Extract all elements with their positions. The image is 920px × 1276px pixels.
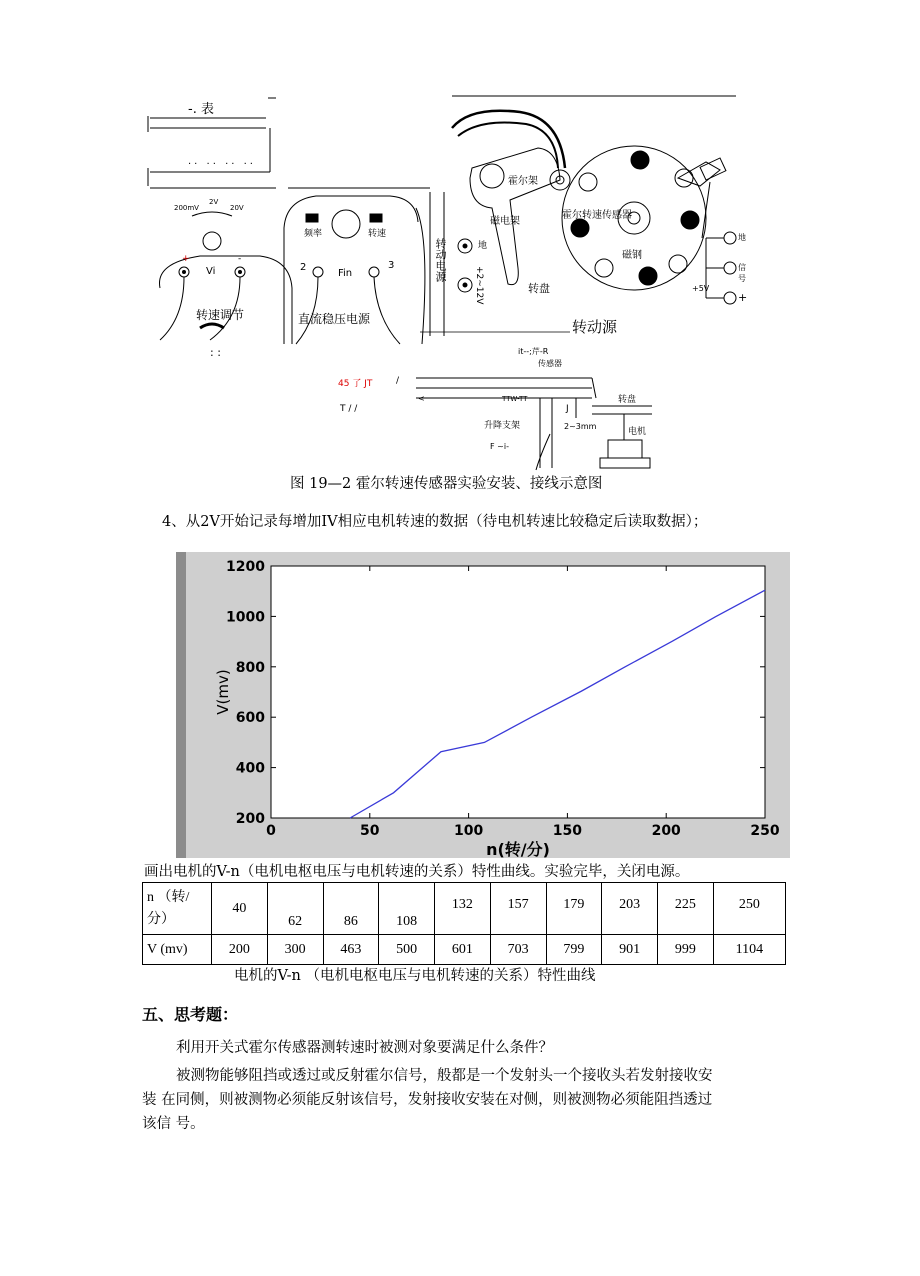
ttw-label: TTW-TT bbox=[502, 395, 528, 403]
wiring-diagram-svg bbox=[140, 88, 750, 490]
table-cell: 300 bbox=[267, 935, 323, 965]
motor-label: 电机 bbox=[628, 427, 647, 437]
meter-dots: .. .. .. .. bbox=[188, 156, 256, 167]
speed-label: 转速 bbox=[368, 229, 387, 239]
y-tick-label: 400 bbox=[235, 760, 265, 777]
table-cell: 999 bbox=[658, 935, 714, 965]
side-disc-label: 转盘 bbox=[618, 395, 637, 405]
n-label-b: 分） bbox=[147, 911, 175, 927]
sensor-sub-label: 传感器 bbox=[538, 359, 562, 368]
question-text: 利用开关式霍尔传感器测转速时被测对象要满足什么条件？ bbox=[176, 1040, 553, 1056]
table-cell: 250 bbox=[713, 883, 785, 935]
speed-adjust-label: 转速调节 bbox=[196, 308, 245, 322]
table-cell: 203 bbox=[602, 883, 658, 935]
plus5v-label: +5V bbox=[692, 284, 710, 293]
table-cell: 132 bbox=[435, 883, 491, 935]
n-label-a: n （转/ bbox=[147, 889, 190, 905]
ground-label: 地 bbox=[478, 241, 488, 251]
step-4-text: 4、从2V开始记录每增加IV相应电机转速的数据（待电机转速比较稳定后读取数据）； bbox=[162, 514, 708, 530]
table-row-v bbox=[143, 935, 786, 965]
range-200mv-label: 200mV bbox=[174, 204, 199, 212]
table-cell: 463 bbox=[323, 935, 379, 965]
dc-power-label: 直流稳压电源 bbox=[298, 312, 371, 326]
slash-label: / bbox=[396, 376, 400, 386]
y-tick-label: 1000 bbox=[226, 609, 265, 626]
gap-label: 2~3mm bbox=[564, 422, 597, 431]
table-header-n bbox=[143, 883, 212, 935]
table-cell: 703 bbox=[490, 935, 546, 965]
x-tick-label: 0 bbox=[266, 823, 276, 839]
dots-label: : : bbox=[210, 346, 221, 359]
plus-label: + bbox=[182, 254, 190, 264]
table-cell: 1104 bbox=[713, 935, 785, 965]
answer-line-3: 该信 号。 bbox=[142, 1116, 205, 1132]
table-cell: 225 bbox=[658, 883, 714, 935]
terminal-2-label: 2 bbox=[300, 262, 307, 273]
plot-area bbox=[271, 566, 765, 818]
x-tick-label: 50 bbox=[360, 823, 380, 839]
minus-label: - bbox=[238, 254, 242, 264]
vi-label: Vi bbox=[206, 266, 216, 277]
j-label: J bbox=[566, 404, 569, 414]
table-cell: 601 bbox=[435, 935, 491, 965]
table-cell: 40 bbox=[212, 883, 268, 935]
table-header-v: V (mv) bbox=[143, 935, 212, 965]
table-cell: 500 bbox=[379, 935, 435, 965]
table-cell: 108 bbox=[379, 883, 435, 935]
section-title: 五、思考题： bbox=[142, 1005, 239, 1024]
x-tick-label: 250 bbox=[750, 823, 780, 839]
meter-label: -. 表 bbox=[188, 102, 214, 117]
data-table bbox=[142, 882, 786, 965]
after-chart-text: 画出电机的V-n（电机电枢电压与电机转速的关系）特性曲线。实验完毕，关闭电源。 bbox=[144, 864, 690, 880]
hall-sensor-label: 霍尔转速传感器 bbox=[562, 210, 632, 221]
lift-label: 升降支架 bbox=[484, 421, 521, 431]
answer-line-2: 装 在同侧，则被测物必须能反射该信号，发射接收安装在对侧，则被测物必须能阻挡透过 bbox=[142, 1092, 713, 1108]
x-tick-label: 100 bbox=[453, 823, 484, 839]
vn-chart bbox=[176, 552, 790, 858]
magnet-holder-label: 磁电架 bbox=[490, 216, 520, 227]
table-cell: 200 bbox=[212, 935, 268, 965]
x-tick-label: 150 bbox=[552, 823, 583, 839]
figure-wiring-diagram bbox=[140, 88, 750, 490]
tt-label: T / / bbox=[340, 404, 358, 414]
y-tick-label: 600 bbox=[235, 710, 265, 727]
magnet-label: 磁钢 bbox=[622, 250, 642, 261]
ground-r-label: 地 bbox=[738, 233, 746, 242]
terminal-3-label: 3 bbox=[388, 260, 395, 271]
source-label: 转动源 bbox=[572, 318, 618, 336]
voltage-range-label: +2~12V bbox=[474, 266, 484, 305]
chart-container bbox=[176, 552, 790, 858]
motor-power-label: 转动电源 bbox=[434, 238, 447, 282]
hall-holder-label: 霍尔架 bbox=[508, 176, 538, 187]
red-label: 45 了 JT bbox=[338, 379, 373, 389]
table-cell: 901 bbox=[602, 935, 658, 965]
table-caption: 电机的V-n （电机电枢电压与电机转速的关系）特性曲线 bbox=[234, 968, 596, 984]
fin-label: Fin bbox=[338, 268, 353, 279]
figure-caption: 图 19—2 霍尔转速传感器实验安装、接线示意图 bbox=[290, 476, 603, 492]
range-2v-label: 2V bbox=[209, 198, 219, 206]
table-cell: 86 bbox=[323, 883, 379, 935]
table-cell: 157 bbox=[490, 883, 546, 935]
y-tick-label: 1200 bbox=[226, 559, 265, 575]
signal-label: 信号 bbox=[738, 263, 746, 283]
y-tick-label: 800 bbox=[235, 659, 265, 676]
answer-line-1: 被测物能够阻挡或透过或反射霍尔信号，般都是一个发射头一个接收头若发射接收安 bbox=[176, 1068, 713, 1084]
x-tick-label: 200 bbox=[651, 823, 681, 839]
y-axis-label: V(mv) bbox=[214, 669, 232, 715]
table-row-n bbox=[143, 883, 786, 935]
table-cell: 62 bbox=[267, 883, 323, 935]
range-20v-label: 20V bbox=[230, 204, 244, 212]
sensor-top-label: it--;芹-R bbox=[518, 347, 549, 356]
plus-r-label: + bbox=[738, 291, 748, 304]
x-axis-label: n(转/分) bbox=[486, 840, 550, 858]
f-label: F ~i- bbox=[490, 442, 509, 451]
table-cell: 799 bbox=[546, 935, 602, 965]
freq-label: 频率 bbox=[304, 229, 323, 239]
lt-label: < bbox=[418, 394, 425, 403]
disc-label: 转盘 bbox=[528, 282, 550, 295]
y-tick-label: 200 bbox=[235, 811, 265, 827]
table-cell: 179 bbox=[546, 883, 602, 935]
